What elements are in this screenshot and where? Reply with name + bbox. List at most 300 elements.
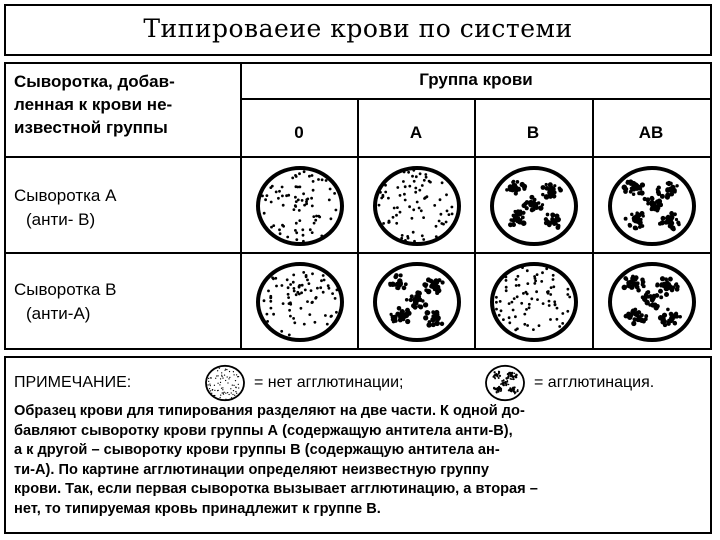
cell-clump (644, 314, 648, 318)
blood-cell (311, 272, 314, 275)
note-section (4, 356, 712, 534)
cell-clump (631, 275, 635, 279)
blood-cell (227, 382, 228, 383)
blood-cell (435, 225, 438, 228)
blood-cell (548, 304, 551, 307)
blood-cell (216, 375, 217, 376)
blood-cell (214, 390, 215, 391)
cell-clump (661, 216, 666, 221)
blood-cell (222, 387, 223, 388)
blood-cell (422, 238, 425, 241)
cell-clump (664, 292, 669, 297)
blood-cell (396, 186, 399, 189)
blood-cell (412, 169, 415, 172)
cell-clump (433, 278, 438, 283)
blood-cell (538, 324, 541, 327)
blood-cell (235, 391, 236, 392)
column-divider-3 (592, 98, 594, 348)
cell-clump (426, 322, 431, 327)
blood-cell (413, 180, 416, 183)
cell-clump (630, 213, 633, 216)
blood-cell (526, 269, 529, 272)
cell-clump (646, 202, 650, 206)
legend-agglutination-icon (482, 364, 528, 402)
blood-cell (266, 194, 269, 197)
cell-clump (426, 277, 431, 282)
blood-cell (548, 300, 551, 303)
blood-cell (556, 318, 559, 321)
blood-cell (319, 286, 322, 289)
blood-cell (511, 301, 514, 304)
blood-cell (445, 193, 448, 196)
blood-cell (424, 173, 427, 176)
cell-clump (630, 187, 634, 191)
blood-cell (326, 323, 329, 326)
cell-clump (651, 197, 655, 201)
blood-cell (236, 374, 237, 375)
blood-cell (277, 197, 280, 200)
title-box (4, 4, 712, 56)
blood-cell (281, 186, 284, 189)
blood-cell (235, 380, 236, 381)
blood-cell (502, 318, 505, 321)
blood-cell (235, 387, 236, 388)
cell-clump (493, 388, 494, 389)
cell-clump (505, 188, 508, 191)
cell-clump (626, 312, 631, 317)
blood-cell (308, 313, 311, 316)
blood-cell (534, 280, 537, 283)
blood-cell (208, 381, 209, 382)
blood-cell (322, 291, 325, 294)
blood-cell (233, 374, 234, 375)
blood-cell (520, 302, 523, 305)
blood-cell (298, 172, 301, 175)
cell-clump (541, 185, 546, 190)
cell-clump (537, 201, 541, 205)
blood-cell (429, 181, 432, 184)
blood-cell (513, 297, 516, 300)
cell-clump (659, 203, 663, 207)
blood-cell (388, 220, 391, 223)
blood-cell (411, 217, 414, 220)
blood-cell (515, 284, 518, 287)
blood-cell (225, 380, 226, 381)
blood-cell (518, 284, 521, 287)
cell-clump (665, 195, 670, 200)
blood-cell (305, 274, 308, 277)
blood-cell (300, 291, 303, 294)
blood-cell (425, 176, 428, 179)
blood-cell (414, 187, 417, 190)
cell-clump (496, 391, 498, 393)
blood-cell (219, 368, 220, 369)
corner-label-line: Сыворотка, добав- (14, 72, 175, 91)
cell-clump (503, 379, 505, 381)
blood-cell (212, 390, 213, 391)
cell-clump (647, 295, 650, 298)
blood-cell (295, 293, 298, 296)
dish-rim (206, 366, 244, 400)
blood-cell (278, 228, 281, 231)
blood-cell (333, 192, 336, 195)
cell-clump (641, 280, 646, 285)
blood-cell (280, 330, 283, 333)
note-line: ти-А). По картине агглютинации определяют неизвестную группу (14, 461, 489, 478)
blood-cell (315, 296, 318, 299)
blood-cell (224, 392, 225, 393)
dish-serum-b-group-a (371, 260, 463, 344)
blood-cell (269, 296, 272, 299)
blood-cell (220, 397, 221, 398)
blood-cell (505, 276, 508, 279)
dish-serum-b-group-ab (606, 260, 698, 344)
note-line: крови. Так, если первая сыворотка вызывает агглютинацию, а вторая – (14, 481, 538, 498)
cell-clump (545, 183, 548, 186)
dish-rim (258, 168, 342, 244)
blood-cell (320, 279, 323, 282)
blood-cell (411, 175, 414, 178)
blood-cell (267, 290, 270, 293)
cell-clump (499, 375, 501, 377)
cell-clump (411, 303, 416, 308)
blood-cell (399, 194, 402, 197)
cell-clump (511, 372, 513, 374)
blood-cell (395, 222, 398, 225)
blood-cell (451, 206, 454, 209)
cell-clump (659, 295, 663, 299)
blood-cell (293, 208, 296, 211)
cell-clump (508, 375, 510, 377)
blood-cell (279, 232, 282, 235)
cell-clump (632, 192, 635, 195)
cell-clump (673, 322, 677, 326)
blood-cell (225, 399, 226, 400)
blood-cell (400, 237, 403, 240)
blood-cell (320, 235, 323, 238)
cell-clump (423, 302, 428, 307)
blood-cell (209, 384, 210, 385)
blood-cell (207, 384, 208, 385)
cell-clump (642, 297, 647, 302)
blood-cell (228, 394, 229, 395)
blood-cell (415, 175, 418, 178)
row-label-line: Сыворотка А (14, 186, 117, 205)
blood-cell (306, 279, 309, 282)
cell-clump (519, 218, 522, 221)
blood-cell (289, 303, 292, 306)
blood-cell (556, 307, 559, 310)
blood-cell (214, 395, 215, 396)
cell-clump (500, 390, 502, 392)
cell-clump (633, 225, 638, 230)
legend-no-agglutination-icon (202, 364, 248, 402)
blood-cell (441, 181, 444, 184)
cell-clump (541, 203, 544, 206)
cell-clump (417, 291, 422, 296)
blood-cell (311, 174, 314, 177)
blood-cell (210, 390, 211, 391)
cell-clump (668, 277, 673, 282)
blood-cell (311, 231, 314, 234)
blood-cell (552, 285, 555, 288)
blood-cell (446, 210, 449, 213)
blood-cell (315, 215, 318, 218)
cell-clump (655, 304, 659, 308)
blood-cell (306, 300, 309, 303)
blood-cell (495, 308, 498, 311)
cell-clump (532, 208, 536, 212)
blood-cell (233, 371, 234, 372)
blood-cell (547, 292, 550, 295)
cell-clump (665, 280, 669, 284)
blood-cell (296, 186, 299, 189)
blood-cell (292, 317, 295, 320)
blood-cell (404, 199, 407, 202)
cell-clump (399, 273, 403, 277)
blood-cell (293, 287, 296, 290)
blood-cell (312, 180, 315, 183)
blood-cell (508, 302, 511, 305)
blood-cell (231, 392, 232, 393)
blood-cell (403, 193, 406, 196)
cell-clump (533, 198, 537, 202)
cell-clump (638, 219, 642, 223)
blood-cell (526, 324, 529, 327)
blood-cell (302, 240, 305, 243)
blood-cell (301, 284, 304, 287)
blood-cell (208, 378, 209, 379)
blood-cell (421, 234, 424, 237)
blood-cell (301, 228, 304, 231)
column-divider-2 (474, 98, 476, 348)
blood-cell (271, 185, 274, 188)
blood-cell (225, 392, 226, 393)
blood-cell (408, 205, 411, 208)
cell-clump (637, 315, 642, 320)
blood-cell (234, 395, 235, 396)
blood-cell (297, 199, 300, 202)
blood-cell (387, 197, 390, 200)
dish-rim (375, 168, 459, 244)
blood-cell (211, 393, 212, 394)
blood-cell (263, 212, 266, 215)
cell-clump (663, 323, 667, 327)
blood-cell (314, 321, 317, 324)
column-label-ab: АВ (638, 123, 664, 142)
blood-cell (508, 321, 511, 324)
cell-clump (440, 322, 444, 326)
blood-cell (232, 394, 233, 395)
blood-cell (379, 191, 382, 194)
cell-clump (640, 182, 645, 187)
cell-clump (404, 313, 409, 318)
blood-cell (270, 307, 273, 310)
blood-cell (416, 201, 419, 204)
blood-cell (528, 306, 531, 309)
cell-clump (514, 184, 517, 187)
blood-cell (263, 299, 266, 302)
blood-cell (303, 170, 306, 173)
blood-cell (313, 222, 316, 225)
blood-cell (209, 388, 210, 389)
blood-cell (505, 279, 508, 282)
cell-clump (658, 315, 664, 321)
cell-clump (509, 390, 511, 392)
cell-clump (550, 212, 555, 217)
cell-clump (660, 194, 665, 199)
blood-cell (305, 202, 308, 205)
typing-table (4, 62, 712, 350)
blood-cell (295, 238, 298, 241)
cell-clump (624, 217, 628, 221)
blood-cell (533, 282, 536, 285)
blood-cell (311, 205, 314, 208)
cell-clump (495, 388, 497, 390)
cell-clump (508, 384, 509, 385)
cell-clump (423, 315, 428, 320)
blood-cell (308, 175, 311, 178)
blood-cell (281, 224, 284, 227)
blood-cell (270, 201, 273, 204)
blood-cell (536, 298, 539, 301)
cell-clump (512, 378, 514, 380)
blood-cell (289, 283, 292, 286)
blood-cell (238, 387, 239, 388)
cell-clump (521, 220, 527, 226)
blood-cell (221, 375, 222, 376)
blood-cell (298, 285, 301, 288)
cell-clump (397, 306, 402, 311)
blood-cell (418, 189, 421, 192)
corner-label (14, 70, 242, 139)
cell-clump (435, 289, 438, 292)
blood-cell (525, 308, 528, 311)
blood-cell (282, 204, 285, 207)
blood-cell (384, 191, 387, 194)
cell-clump (631, 321, 636, 326)
cell-clump (397, 281, 402, 286)
cell-clump (395, 286, 399, 290)
blood-cell (271, 276, 274, 279)
blood-cell (274, 277, 277, 280)
blood-cell (323, 279, 326, 282)
blood-cell (224, 375, 225, 376)
blood-cell (420, 209, 423, 212)
cell-clump (545, 219, 550, 224)
blood-cell (302, 234, 305, 237)
blood-cell (220, 395, 221, 396)
blood-cell (545, 267, 548, 270)
blood-cell (414, 191, 417, 194)
cell-clump (626, 283, 631, 288)
blood-cell (435, 235, 438, 238)
blood-cell (225, 369, 226, 370)
blood-cell (528, 303, 531, 306)
cell-clump (665, 188, 669, 192)
cell-clump (544, 194, 550, 200)
blood-cell (499, 300, 502, 303)
note-line: а к другой – сыворотку крови группы В (содержащую антитела ан- (14, 442, 500, 459)
blood-cell (302, 271, 305, 274)
blood-cell (550, 286, 553, 289)
row-label-line: (анти-А) (26, 304, 91, 323)
blood-cell (521, 266, 524, 269)
cell-clump (675, 218, 678, 221)
blood-cell (412, 208, 415, 211)
dish-serum-a-group-0 (254, 164, 346, 248)
blood-cell (542, 302, 545, 305)
cell-clump (433, 316, 438, 321)
row-label-serum-a (14, 184, 116, 232)
cell-clump (512, 376, 515, 379)
cell-clump (405, 298, 409, 302)
blood-cell (295, 222, 298, 225)
cell-clump (515, 374, 518, 377)
note-line: бавляют сыворотку крови группы А (содержащую антитела анти-В), (14, 422, 513, 439)
blood-cell (498, 314, 501, 317)
blood-cell (330, 217, 333, 220)
blood-cell (217, 375, 218, 376)
blood-cell (227, 392, 228, 393)
blood-cell (530, 297, 533, 300)
cell-clump (632, 278, 635, 281)
blood-cell (325, 179, 328, 182)
blood-cell (210, 385, 211, 386)
cell-clump (673, 313, 677, 317)
blood-cell (215, 378, 216, 379)
blood-cell (512, 309, 515, 312)
legend-agglutination-text: = агглютинация. (534, 374, 655, 391)
blood-cell (226, 369, 227, 370)
cell-clump (637, 213, 642, 218)
blood-cell (298, 219, 301, 222)
cell-clump (550, 220, 554, 224)
cell-clump (498, 377, 500, 379)
blood-cell (523, 323, 526, 326)
cell-clump (516, 390, 518, 392)
blood-cell (316, 287, 319, 290)
cell-clump (509, 387, 511, 389)
blood-cell (302, 192, 305, 195)
blood-cell (287, 296, 290, 299)
blood-cell (294, 204, 297, 207)
cell-clump (529, 203, 532, 206)
blood-cell (384, 184, 387, 187)
cell-clump (502, 384, 504, 386)
cell-clump (520, 182, 525, 187)
blood-cell (269, 300, 272, 303)
cell-clump (675, 282, 678, 285)
blood-cell (500, 309, 503, 312)
blood-cell (303, 323, 306, 326)
blood-cell (314, 219, 317, 222)
blood-cell (229, 377, 230, 378)
blood-cell (306, 198, 309, 201)
blood-cell (552, 274, 555, 277)
cell-clump (506, 378, 508, 380)
blood-cell (404, 239, 407, 242)
cell-clump (650, 203, 654, 207)
blood-cell (298, 209, 301, 212)
blood-cell (541, 271, 544, 274)
cell-clump (512, 389, 514, 391)
cell-clump (413, 297, 418, 302)
cell-clump (510, 187, 515, 192)
cell-clump (636, 281, 640, 285)
blood-cell (514, 315, 517, 318)
blood-cell (399, 211, 402, 214)
